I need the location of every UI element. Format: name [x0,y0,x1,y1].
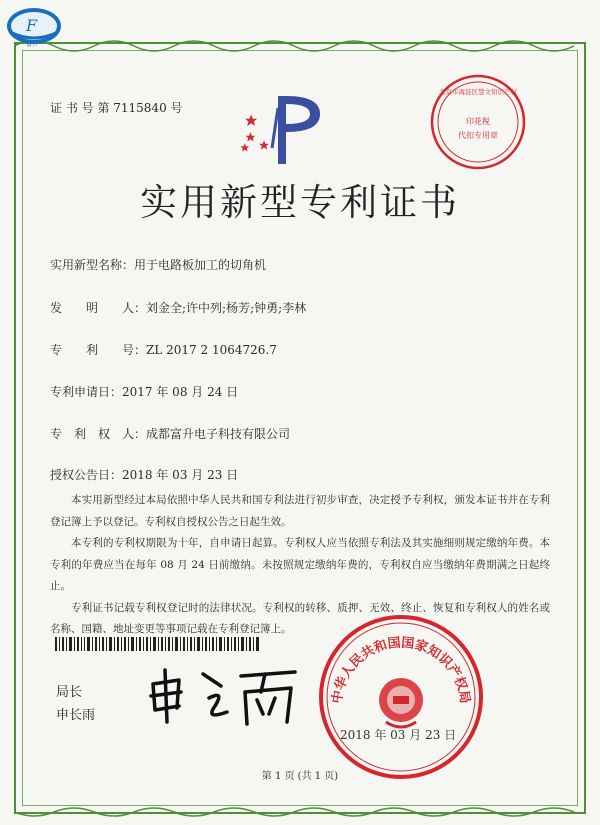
field-value: 成都富升电子科技有限公司 [146,427,291,441]
field-patentee [50,425,290,442]
field-value: 用于电路板加工的切角机 [134,258,267,272]
vine-ornament-bottom [14,806,586,820]
state-ip-office-seal [316,612,486,782]
field-value: 刘金全;许中列;杨芳;钟勇;李林 [146,301,307,315]
body-paragraph: 专利证书记载专利权登记时的法律状况。专利权的转移、质押、无效、终止、恢复和专利权人的姓名或名称、国籍、地址变更等事项记载在专利登记簿上。 [50,601,550,635]
field-label: 专 利 权 人： [50,427,147,441]
seal-date: 2018 年 03 月 23 日 [340,728,457,742]
patent-office-emblem [228,88,338,168]
field-label: 实用新型名称： [50,258,135,272]
field-label: 专 利 号： [50,343,147,357]
field-patent-number [50,341,277,358]
field-label: 专利申请日： [50,385,123,399]
vine-ornament-top [14,36,586,52]
body-paragraph: 本实用新型经过本局依照中华人民共和国专利法进行初步审查，决定授予专利权，颁发本证书并在专利登记簿上予以登记。专利权自授权公告之日起生效。 [50,494,550,528]
field-label: 发 明 人： [50,301,147,315]
field-label: 授权公告日： [50,468,123,482]
tax-stamp-line3: 代扣专用章 [458,131,498,140]
director-name: 申长雨 [56,708,96,723]
director-title: 局长 [56,685,83,700]
field-inventors [50,299,306,316]
certificate-number: 证 书 号 第 7115840 号 [50,101,183,115]
tax-stamp [428,72,528,172]
logo-letter: F [26,16,38,35]
logo-text: 富升 [26,41,39,48]
field-utility-name [50,256,266,273]
field-application-date [50,383,238,400]
field-value: 2017 年 08 月 24 日 [122,385,239,399]
page-number: 第 1 页 (共 1 页) [261,771,339,782]
certificate-title: 实用新型专利证书 [140,181,460,224]
body-paragraph: 本专利的专利权期限为十年，自申请日起算。专利权人应当依照专利法及其实施细则规定缴纳年费。本专利的年费应当在每年 08 月 24 日前缴纳。未按照规定缴纳年费的，专利权自应当缴纳年费期满之日起终止。 [50,537,550,592]
barcode [55,637,260,651]
handwritten-signature [145,662,305,732]
company-logo [4,4,64,50]
field-grant-date [50,466,238,483]
field-value: ZL 2017 2 1064726.7 [146,343,277,357]
tax-stamp-line2: 印花税 [466,117,490,126]
field-value: 2018 年 03 月 23 日 [122,468,239,482]
tax-stamp-line1: 北京市海淀区慧文知识产权 [439,88,517,96]
seal-text: 中华人民共和国国家知识产权局 [329,635,473,705]
